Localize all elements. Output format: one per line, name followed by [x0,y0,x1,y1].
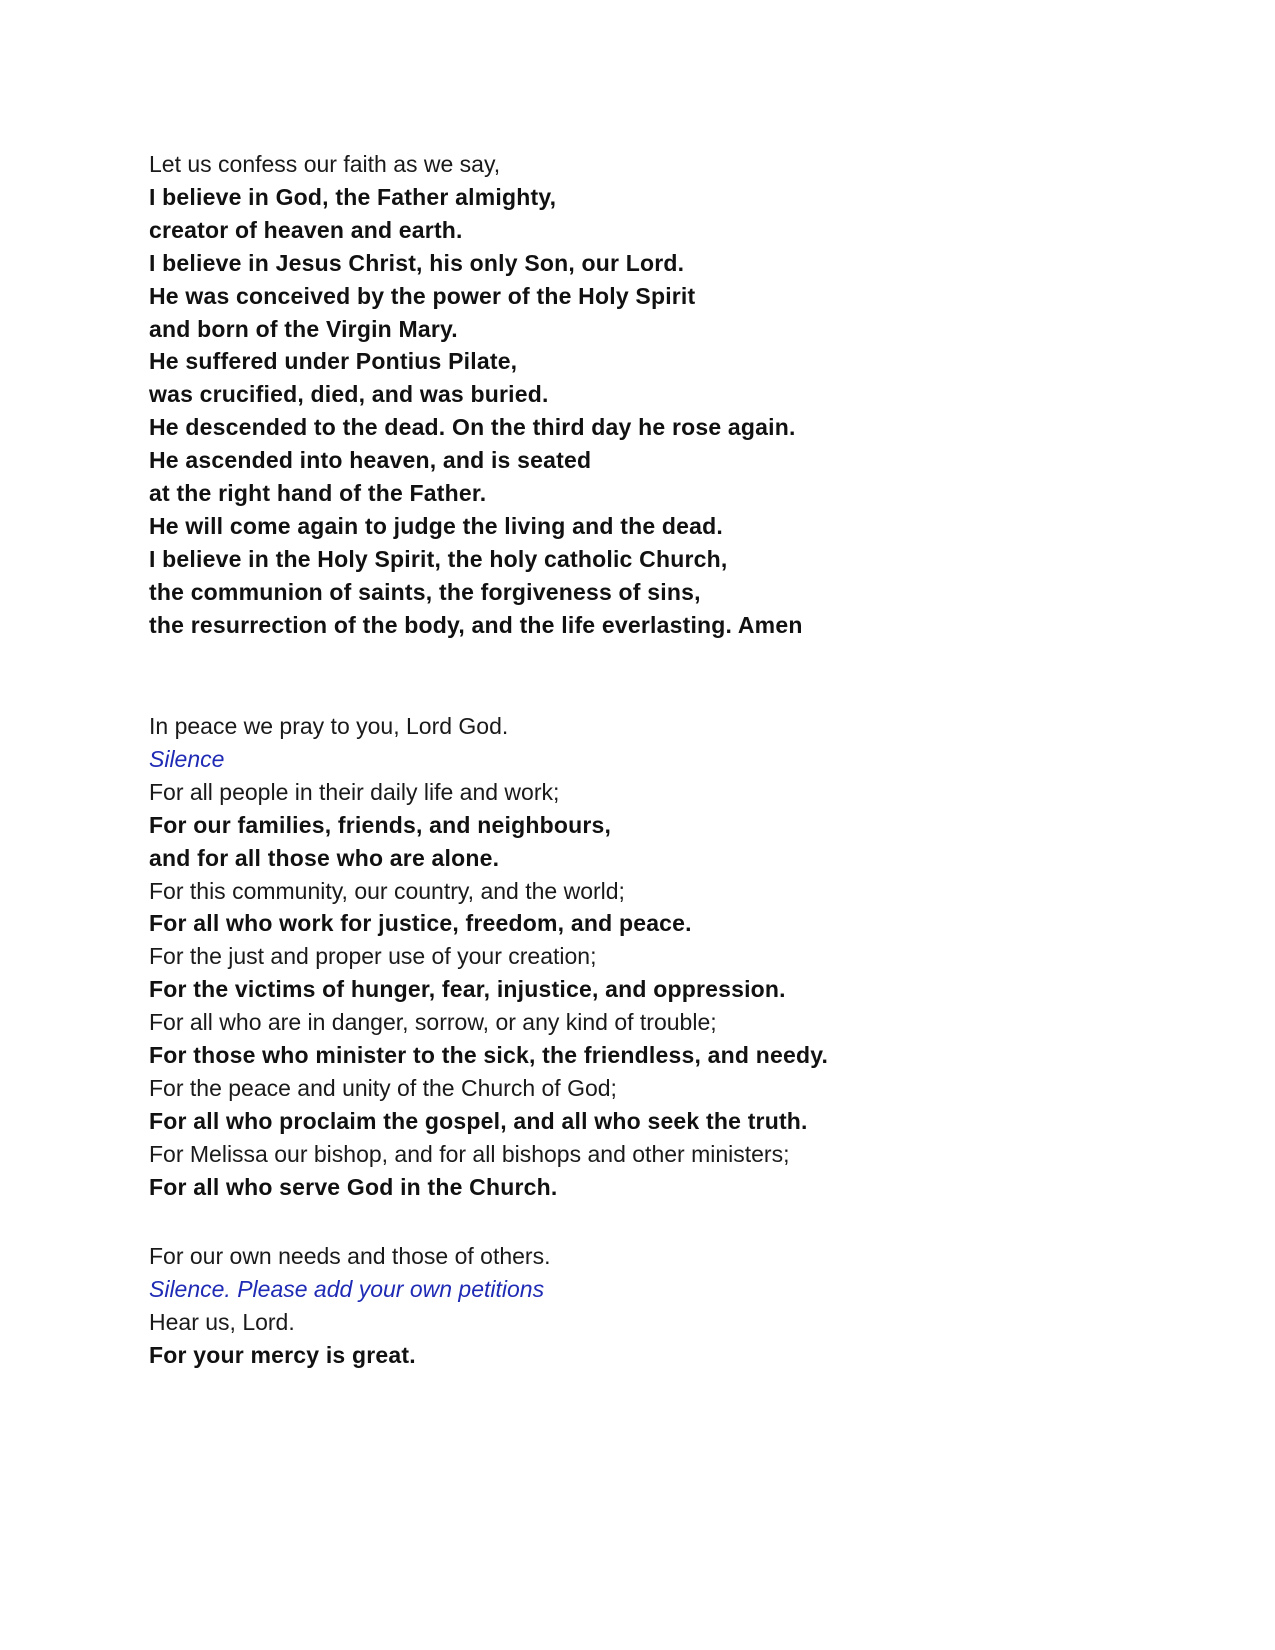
petition-leader: For all who are in danger, sorrow, or any kind of trouble; [149,1009,717,1036]
petition-response: For the victims of hunger, fear, injustice, and oppression. [149,976,786,1003]
creed-line: I believe in Jesus Christ, his only Son, our Lord. [149,249,685,276]
creed-line: and born of the Virgin Mary. [149,315,458,342]
creed-line: He suffered under Pontius Pilate, [149,348,518,375]
closing-call: Hear us, Lord. [149,1308,295,1335]
closing-section [149,1240,1149,1372]
creed-intro: Let us confess our faith as we say, [149,151,501,177]
creed-line: was crucified, died, and was buried. [149,381,549,408]
prayers-section [149,710,1149,1204]
creed-line: creator of heaven and earth. [149,216,463,243]
closing-rubric: Silence. Please add your own petitions [149,1275,545,1302]
creed-line: the resurrection of the body, and the life everlasting. Amen [149,611,803,638]
prayers-intro: In peace we pray to you, Lord God. [149,713,509,739]
petition-response: For all who serve God in the Church. [149,1173,558,1200]
creed-line: I believe in the Holy Spirit, the holy catholic Church, [149,545,728,572]
petition-leader: For the just and proper use of your creation; [149,943,597,970]
creed-line: He ascended into heaven, and is seated [149,447,592,474]
creed-line: I believe in God, the Father almighty, [149,183,557,210]
closing-response: For your mercy is great. [149,1341,416,1368]
petition-leader: For the peace and unity of the Church of God; [149,1074,617,1101]
closing-leader: For our own needs and those of others. [149,1243,551,1269]
creed-line: at the right hand of the Father. [149,480,487,507]
petition-response: For those who minister to the sick, the friendless, and needy. [149,1042,829,1069]
creed-line: He descended to the dead. On the third day he rose again. [149,414,796,441]
petition-response: and for all those who are alone. [149,844,500,871]
petition-response: For our families, friends, and neighbours, [149,811,612,838]
creed-line: He was conceived by the power of the Holy Spirit [149,282,696,309]
petition-response: For all who work for justice, freedom, and peace. [149,910,692,937]
petition-leader: For Melissa our bishop, and for all bishops and other ministers; [149,1140,790,1167]
creed-line: He will come again to judge the living and the dead. [149,512,723,539]
creed-section [149,148,1149,642]
silence-rubric: Silence [149,745,225,772]
petition-leader: For all people in their daily life and work; [149,778,560,805]
petition-leader: For this community, our country, and the world; [149,877,625,904]
petition-response: For all who proclaim the gospel, and all who seek the truth. [149,1107,808,1134]
creed-line: the communion of saints, the forgiveness of sins, [149,578,701,605]
